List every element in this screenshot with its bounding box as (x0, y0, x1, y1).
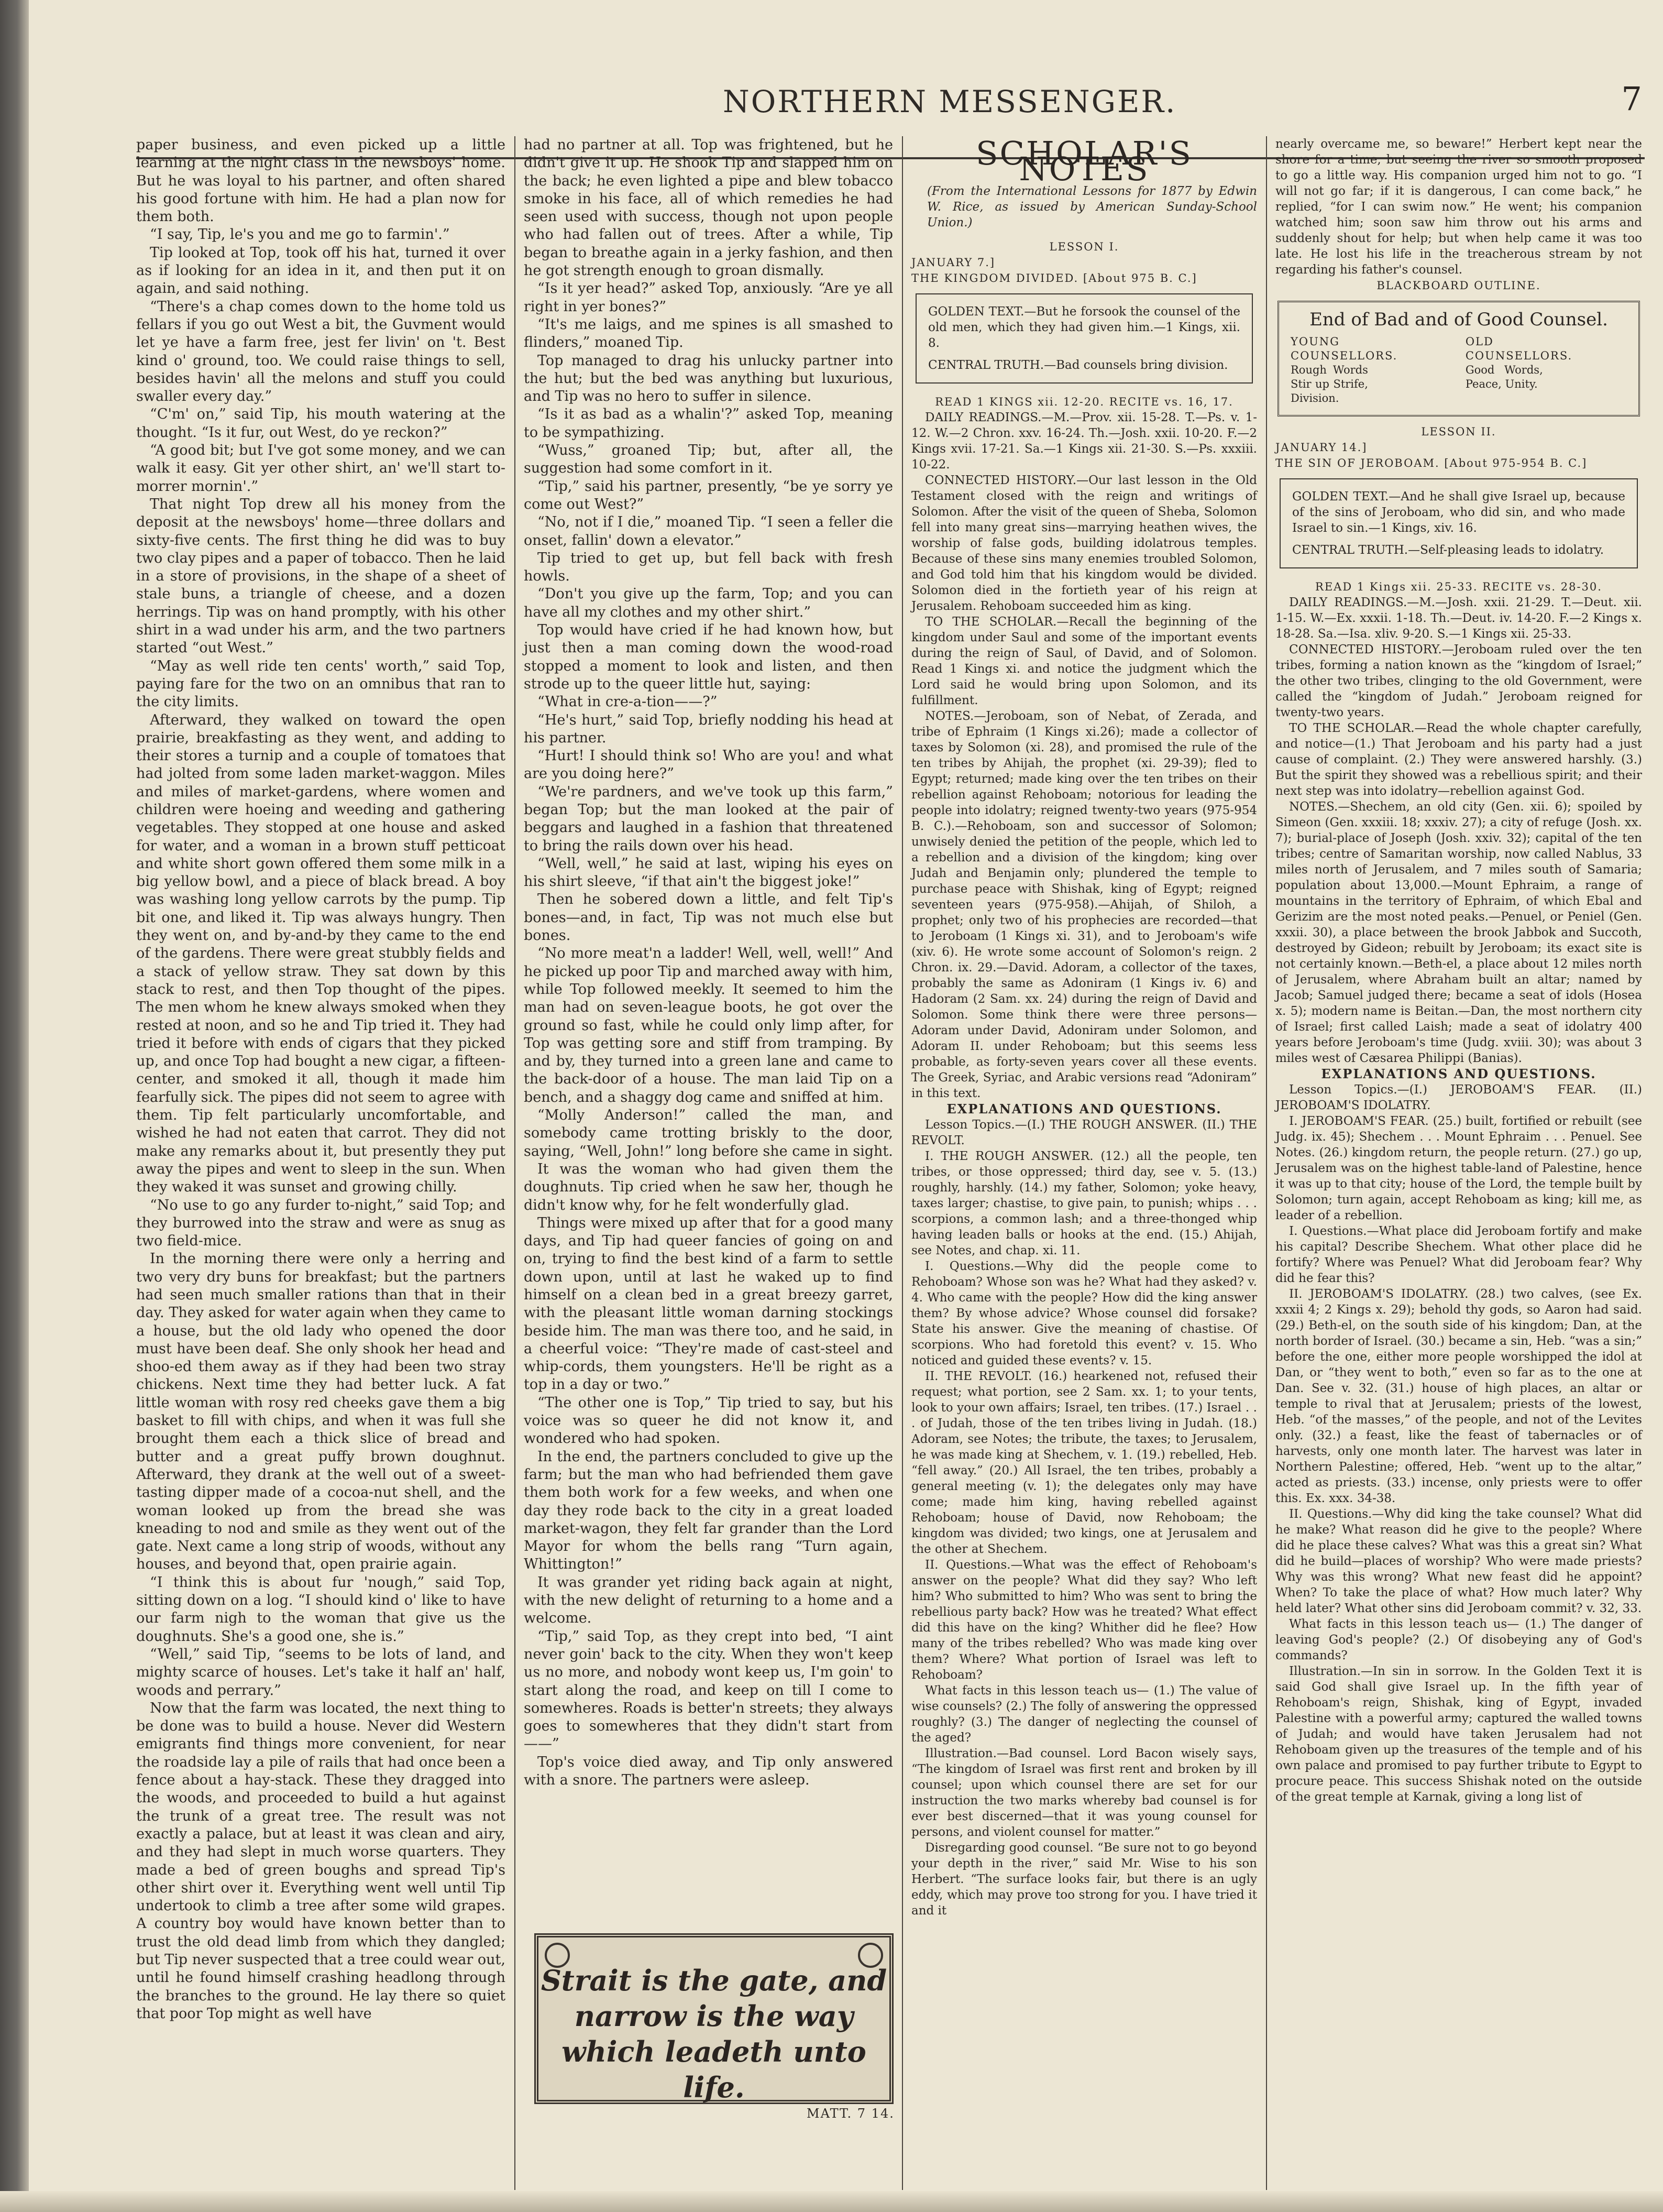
motto-text: Strait is the gate, and narrow is the way which leadeth unto life. (541, 1964, 887, 2104)
illustration: Disregarding good counsel. “Be sure not to go beyond your depth in the river,” said Mr. Wise to his son Herbert. “The surface looks fair, but there is an ugly eddy, which may prove too strong for you. I have tried it and it (911, 1841, 1257, 1918)
story-paragraph: “Hurt! I should think so! Who are you! and what are you doing here?” (524, 748, 893, 782)
topic-explanation: II. JEROBOAM'S IDOLATRY. (28.) two calves, (see Ex. xxxii 4; 2 Kings x. 29); behold thy gods, so Aaron had said. (29.) Beth-el, on the south side of his kingdom; Dan, at the north border of Israel. (30.) became a sin, Heb. “was a sin;” before the one, either more people worshipped the idol at Dan, or “they went to both,” even so far as to the one at Dan. See v. 32. (31.) house of high places, an altar or temple to rival that at Jerusalem; priests of the lowest, Heb. “of the masses,” of the people, and not of the Levites only. (32.) a feast, like the feast of tabernacles or of harvests, only one month later. The harvest was later in Northern Palestine; offered, Heb. “went up to the altar,” acted as priests. (33.) incense, only priests were to offer this. Ex. xxx. 34-38. (1275, 1287, 1642, 1505)
explanations-heading: EXPLANATIONS AND QUESTIONS. (1321, 1066, 1596, 1081)
to-the-scholar: TO THE SCHOLAR.—Read the whole chapter carefully, and notice—(1.) That Jeroboam and his party had a just cause of complaint. (2.) They were answered harshly. (3.) But the spirit they showed was a rebellious spirit; and their next step was into idolatry—rebellion against God. (1275, 721, 1642, 798)
story-paragraph: “Wuss,” groaned Tip; but, after all, the suggestion had some comfort in it. (524, 442, 893, 477)
scholars-notes-heading: SCHOLAR'S NOTES (976, 134, 1193, 188)
story-paragraph: Afterward, they walked on toward the open prairie, breakfasting as they went, and adding to their stores a turnip and a couple of tomatoes that had jolted from some laden market-waggon. Miles and miles of market-gardens, where women and children were hoeing and weeding and gathering vegetables. They stopped at one house and asked for water, and a woman in a brown stuff petticoat and white short gown offered them some milk in a big yellow bowl, and a piece of black bread. A boy was washing long yellow carrots by the pump. Tip bit one, and liked it. Tip was always hungry. Then they went on, and by-and-by they came to the end of the gardens. There were great stubbly fields and a stack of yellow straw. They sat down by this stack to rest, and then Top thought of the pipes. The men whom he knew always smoked when they rested at noon, and so he and Tip tried it. They had tried it before with ends of cigars that they picked up, and once Top had bought a new cigar, a fifteen-center, and smoked it all, though it made him fearfully sick. The pipes did not seem to agree with them. Tip felt particularly uncomfortable, and wished he had not eaten that carrot. They did not make any remarks about it, but presently they put away the pipes and went to sleep in the sun. When they waked it was sunset and growing chilly. (136, 711, 505, 1196)
story-paragraph: “C'm' on,” said Tip, his mouth watering at the thought. “Is it fur, out West, do ye reckon?” (136, 406, 505, 441)
story-paragraph: Things were mixed up after that for a good many days, and Tip had queer fancies of going on and on, trying to find the best kind of a farm to settle down upon, until at last he waked up to find himself on a clean bed in a great breezy garret, with the pleasant little woman darning stockings beside him. The man was there too, and he said, in a cheerful voice: “They're made of cast-steel and whip-cords, them youngsters. He'll be right as a top in a day or two.” (524, 1214, 893, 1393)
column-rule (1266, 136, 1267, 2190)
notes: NOTES.—Jeroboam, son of Nebat, of Zerada, and tribe of Ephraim (1 Kings xi.26); made a collector of taxes by Solomon (xi. 28), and promised the rule of the ten tribes by Ahijah, the prophet (xi. 29-39); fled to Egypt; returned; made king over the ten tribes on their rebellion against Rehoboam; notorious for leading the people into idolatry; reigned twenty-two years (975-954 B. C.).—Rehoboam, son and successor of Solomon; unwisely denied the petition of the people, which led to a rebellion and a division of the kingdom; king over Judah and Benjamin only; plundered the temple to purchase peace with Shishak, king of Egypt; reigned seventeen years (975-958).—Ahijah, of Shiloh, a prophet; only two of his prophecies are recorded—that to Jeroboam (1 Kings xi. 31), and to Jeroboam's wife (xiv. 6). He wrote some account of Solomon's reign. 2 Chron. ix. 29.—David. Adoram, a collector of the taxes, probably the same as Adoniram (1 Kings iv. 6) and Hadoram (2 Sam. xx. 24) during the reign of David and Solomon. Some think there were three persons—Adoram under David, Adoniram under Solomon, and Adoram II. under Rehoboam; but this seems less probable, as forty-seven years cover all these events. The Greek, Syriac, and Arabic versions read “Adoniram” in this text. (911, 709, 1257, 1100)
story-paragraph: “Is it yer head?” asked Top, anxiously. “Are ye all right in yer bones?” (524, 280, 893, 315)
scholars-notes-column-2 (1275, 136, 1642, 1805)
topic-explanation: I. JEROBOAM'S FEAR. (25.) built, fortified or rebuilt (see Judg. ix. 45); Shechem . . . Mount Ephraim . . . Penuel. See Notes. (26.) kingdom return, the people return. (27.) go up, Jerusalem was on the highest table-land of Palestine, hence it was up to that city; house of the Lord, the temple built by Solomon; turn again, accept Rehoboam as king; kill me, as leader of a rebellion. (1275, 1114, 1642, 1222)
story-paragraph: Top managed to drag his unlucky partner into the hut; but the bed was anything but luxurious, and Tip was no hero to suffer in silence. (524, 352, 893, 405)
story-paragraph: “No use to go any furder to-night,” said Top; and they burrowed into the straw and were as snug as two field-mice. (136, 1197, 505, 1250)
lesson-title: THE KINGDOM DIVIDED. [About 975 B. C.] (911, 272, 1197, 284)
topic-questions: I. Questions.—Why did the people come to Rehoboam? Whose son was he? What had they asked? v. 4. Who came with the people? How did the king answer them? By whose advice? Whose counsel did forsake? State his answer. Give the meaning of chastise. Of scorpions. Who had foretold this event? v. 15. Who noticed and guided these events? v. 15. (911, 1260, 1257, 1367)
story-paragraph: “Well,” said Tip, “seems to be lots of land, and mighty scarce of houses. Let's take it half an' half, woods and perrary.” (136, 1646, 505, 1699)
notes: NOTES.—Shechem, an old city (Gen. xii. 6); spoiled by Simeon (Gen. xxxiii. 18; xxxiv. 27); a city of refuge (Josh. xx. 7); burial-place of Joseph (Josh. xxiv. 32); capital of the ten tribes; centre of Samaritan worship, now called Nablus, 33 miles north of Jerusalem, and 7 miles south of Samaria; population about 13,000.—Mount Ephraim, a range of mountains in the territory of Ephraim, of which Ebal and Gerizim are the most noted peaks.—Penuel, or Peniel (Gen. xxxii. 30), a place between the brook Jabbok and Succoth, destroyed by Gideon; rebuilt by Jeroboam; its exact site is not certainly known.—Beth-el, a place about 12 miles north of Jerusalem, where Abraham built an altar; named by Jacob; Samuel judged there; became a seat of idols (Hosea x. 5); modern name is Beitan.—Dan, the most northern city of Israel; first called Laish; made a seat of idolatry 400 years before Jeroboam's time (Judg. xviii. 30); was about 3 miles west of Cæsarea Philippi (Banias). (1275, 800, 1642, 1065)
daily-readings: DAILY READINGS.—M.—Prov. xii. 15-28. T.—Ps. v. 1-12. W.—2 Chron. xxv. 16-24. Th.—Josh. xxii. 10-20. F.—2 Kings xvii. 17-21. Sa.—1 Kings xii. 21-30. S.—Ps. xxxiii. 10-22. (911, 411, 1257, 472)
story-paragraph: It was grander yet riding back again at night, with the new delight of returning to a home and a welcome. (524, 1574, 893, 1627)
story-paragraph: “The other one is Top,” Tip tried to say, but his voice was so queer he did not know it, and wondered who had spoken. (524, 1394, 893, 1447)
story-paragraph: “No more meat'n a ladder! Well, well, well!” And he picked up poor Tip and marched away with him, while Top followed meekly. It seemed to him the man had on seven-league boots, he got over the ground so fast, while he could only limp after, for Top was getting sore and stiff from tramping. By and by, they turned into a green lane and came to the back-door of a house. The man laid Tip on a bench, and a shaggy dog came and sniffed at him. (524, 945, 893, 1105)
story-paragraph: Top would have cried if he had known how, but just then a man coming down the wood-road stopped a moment to look and listen, and then strode up to the queer little hut, saying: (524, 622, 893, 692)
read-recite: READ 1 KINGS xii. 12-20. RECITE vs. 16, 17. (935, 396, 1234, 408)
story-paragraph: “Is it as bad as a whalin'?” asked Top, meaning to be sympathizing. (524, 406, 893, 441)
story-paragraph: “No, not if I die,” moaned Tip. “I seen a feller die onset, fallin' down a elevator.” (524, 514, 893, 549)
story-paragraph: “What in cre-a-tion——?” (537, 694, 718, 710)
story-paragraph: In the end, the partners concluded to give up the farm; but the man who had befriended them gave them both work for a few weeks, and when one day they rode back to the city in a great loaded market-wagon, they felt far grander than the Lord Mayor for whom the bells rang “Turn again, Whittington!” (524, 1448, 893, 1573)
lesson-facts: What facts in this lesson teach us— (1.) The value of wise counsels? (2.) The folly of answering the oppressed roughly? (3.) The danger of neglecting the counsel of the aged? (911, 1684, 1257, 1745)
story-paragraph: Tip looked at Top, took off his hat, turned it over as if looking for an idea in it, and then put it on again, and said nothing. (136, 244, 505, 297)
topic-questions: II. Questions.—What was the effect of Rehoboam's answer on the people? What did they say? Who left him? Who submitted to him? Who was sent to bring the rebellious party back? How was he treated? What effect did this have on the king? Whither did he flee? How many of the tribes rebelled? Who was made king over them? Where? What portion of Israel was left to Rehoboam? (911, 1558, 1257, 1682)
golden-text-box (916, 293, 1253, 384)
story-paragraph: Then he sobered down a little, and felt Tip's bones—and, in fact, Tip was not much else but bones. (524, 891, 893, 944)
story-paragraph: had no partner at all. Top was frightened, but he didn't give it up. He shook Tip and slapped him on the back; he even lighted a pipe and blew tobacco smoke in his face, all of which remedies he had seen used with success, though not upon people who had fallen out of trees. After a while, Tip began to breathe again in a jerky fashion, and then he got strength enough to groan dismally. (524, 137, 893, 279)
column-rule (902, 136, 903, 2190)
story-paragraph: “Tip,” said Top, as they crept into bed, “I aint never goin' back to the city. When they won't keep us no more, and nobody wont keep us, I'm goin' to start along the road, and keep on till I come to somewheres. Roads is better'n streets; they always goes to somewheres that they didn't start from——” (524, 1628, 893, 1753)
story-column-2 (524, 136, 893, 1789)
story-paragraph: Tip tried to get up, but fell back with fresh howls. (524, 550, 893, 585)
topic-explanation: I. THE ROUGH ANSWER. (12.) all the people, ten tribes, or those oppressed; third day, see v. 5. (13.) roughly, harshly. (14.) my father, Solomon; yoke heavy, taxes larger; chastise, to give pain, to punish; whips . . . scorpions, a common lash; and a three-thonged whip having leaden balls or hooks at the end. (15.) Ahijah, see Notes, and chap. xi. 11. (911, 1149, 1257, 1257)
story-paragraph: Now that the farm was located, the next thing to be done was to build a house. Never did Western emigrants find things more convenient, for near the roadside lay a pile of rails that had once been a fence about a hay-stack. These they dragged into the woods, and proceeded to build a hut against the trunk of a great tree. The result was not exactly a palace, but at least it was clean and airy, and they had slept in much worse quarters. They made a bed of green boughs and spread Tip's other shirt over it. Everything went well until Tip undertook to climb a tree after some wild grapes. A country boy would have known better than to trust the old dead limb from which they dangled; but Tip never suspected that a tree could wear out, until he found himself crashing headlong through the branches to the ground. He lay there so quiet that poor Top might as well have (136, 1700, 505, 2022)
old-counsellors-list: Good Words, Peace, Unity. (1465, 364, 1543, 390)
story-column-1 (136, 136, 505, 2023)
topic-explanation: II. THE REVOLT. (16.) hearkened not, refused their request; what portion, see 2 Sam. xx. 1; to your tents, look to your own affairs; Israel, ten tribes. (17.) Israel . . . of Judah, those of the ten tribes living in Judah. (18.) Adoram, see Notes; the tribute, the taxes; to Jerusalem, he was made king at Shechem, v. 1. (19.) rebelled, Heb. “fell away.” (20.) All Israel, the ten tribes, probably a general meeting (v. 1); the delegates only may have come; made him king, having rebelled against Rehoboam; house of David, now Rehoboam; the kingdom was divided; two kings, one at Jerusalem and the other at Shechem. (911, 1370, 1257, 1556)
story-paragraph: “We're pardners, and we've took up this farm,” began Top; but the man looked at the pair of beggars and laughed in a fashion that threatened to bring the rails down over his head. (524, 783, 893, 854)
golden-text: GOLDEN TEXT.—But he forsook the counsel of the old men, which they had given him.—1 Kings, xii. 8. (928, 305, 1240, 350)
outline-title: End of Bad and of Good Counsel. (1309, 309, 1608, 330)
story-paragraph: “A good bit; but I've got some money, and we can walk it easy. Git yer other shirt, an' we'll start to-morrer mornin'.” (136, 442, 505, 495)
scholars-notes-column-1 (911, 136, 1257, 1919)
story-paragraph: “I think this is about fur 'nough,” said Top, sitting down on a log. “I should kind o' like to have our farm nigh to the woman that give us the doughnuts. She's a good one, she is.” (136, 1574, 505, 1645)
story-paragraph: That night Top drew all his money from the deposit at the newsboys' home—three dollars and sixty-five cents. The first thing he did was to buy two clay pipes and a paper of tobacco. Then he laid in a store of provisions, in the shape of a sheet of stale buns, a triangle of cheese, and a dozen herrings. Tip was on hand promptly, with his other shirt in a wad under his arm, and the two partners started “out West.” (136, 496, 505, 656)
connected-history: CONNECTED HISTORY.—Our last lesson in the Old Testament closed with the reign and writings of Solomon. After the visit of the queen of Sheba, Solomon fell into many great sins—marrying heathen wives, the worship of false gods, building idolatrous temples. Because of these sins many enemies troubled Solomon, and God told him that his kingdom would be divided. Solomon died in the fortieth year of his reign at Jerusalem. Rehoboam succeeded him as king. (911, 474, 1257, 613)
lesson-topics: Lesson Topics.—(I.) JEROBOAM'S FEAR. (II.) JEROBOAM'S IDOLATRY. (1275, 1083, 1642, 1112)
page-number: 7 (1621, 80, 1642, 118)
young-counsellors-list: Rough Words Stir up Strife, Division. (1291, 364, 1368, 404)
illustration: Illustration.—Bad counsel. Lord Bacon wisely says, “The kingdom of Israel was first rent and broken by ill counsel; upon which counsel there are set for our instruction the two marks whereby bad counsel is for ever best discerned—that it was young counsel for persons, and violent counsel for matter.” (911, 1747, 1257, 1839)
story-paragraph: “He's hurt,” said Top, briefly nodding his head at his partner. (524, 711, 893, 746)
old-counsellors-heading: OLD COUNSELLORS. (1465, 335, 1573, 362)
story-paragraph: “Molly Anderson!” called the man, and somebody came trotting briskly to the door, saying, “Well, John!” long before she came in sight. (524, 1107, 893, 1159)
story-paragraph: “I say, Tip, le's you and me go to farmin'.” (150, 226, 450, 243)
newspaper-page (136, 47, 1645, 2195)
illustration-continued: nearly overcame me, so beware!” Herbert kept near the shore for a time, but seeing the river so smooth proposed to go a little way. His companion urged him not to go. “I will not go far; if it is dangerous, I can come back,” he replied, “for I can swim now.” He went; his companion watched him; soon saw him throw out his arms and suddenly shout for help; but when help came it was too late. He lost his life in the treacherous stream by not regarding his father's counsel. (1275, 137, 1642, 277)
central-truth: CENTRAL TRUTH.—Self-pleasing leads to idolatry. (1292, 543, 1604, 557)
story-paragraph: “May as well ride ten cents' worth,” said Top, paying fare for the two on an omnibus that ran to the city limits. (136, 658, 505, 710)
motto-frame (534, 1933, 894, 2104)
story-paragraph: In the morning there were only a herring and two very dry buns for breakfast; but the partners had seen much smaller rations than that in their day. They asked for water again when they came to a house, but the old lady who opened the door must have been deaf. She only shook her head and shoo-ed them away as if they had been two stray chickens. Next time they had better luck. A fat little woman with rosy red cheeks gave them a big basket to fill with chips, and when it was full she brought them each a thick slice of bread and butter and a great puffy brown doughnut. Afterward, they drank at the well out of a sweet-tasting dipper made of a cocoa-nut shell, and the woman looked up from the bread she was kneading to nod and smile as they went out of the gate. Next came a long strip of woods, without any houses, and beyond that, open prairie again. (136, 1251, 505, 1573)
lesson-date: JANUARY 7.] (911, 256, 996, 269)
lesson-number: LESSON II. (1421, 425, 1496, 438)
lesson-number: LESSON I. (1049, 240, 1119, 253)
story-paragraph: paper business, and even picked up a little learning at the night class in the newsboys' home. But he was loyal to his partner, and often shared his good fortune with him. He had a plan now for them both. (136, 137, 505, 225)
central-truth: CENTRAL TRUTH.—Bad counsels bring division. (928, 358, 1228, 372)
daily-readings: DAILY READINGS.—M.—Josh. xxii. 21-29. T.—Deut. xii. 1-15. W.—Ex. xxxii. 1-18. Th.—Deut. iv. 14-20. F.—2 Kings x. 18-28. Sa.—Isa. xliv. 9-20. S.—1 Kings xii. 25-33. (1275, 596, 1642, 641)
topic-questions: II. Questions.—Why did king the take counsel? What did he make? What reason did he give to the people? Where did he place these calves? What was this a great sin? What did he build—places of worship? Who were made priests? Why was this wrong? What new feast did he appoint? When? To take the place of what? How much later? Why held later? What other sins did Jeroboam commit? v. 32, 33. (1275, 1507, 1642, 1615)
source-note: (From the International Lessons for 1877 by Edwin W. Rice, as issued by American Sunday-School Union.) (927, 184, 1257, 229)
illustration: Illustration.—In sin in sorrow. In the Golden Text it is said God shall give Israel up. In the fifth year of Rehoboam's reign, Shishak, king of Egypt, invaded Palestine with a powerful army; captured the walled towns of Judah; and would have taken Jerusalem had not Rehoboam given up the treasures of the temple and of his own palace and promised to pay further tribute to Egypt to procure peace. This success Shishak noted on the outside of the great temple at Karnak, giving a long list of (1275, 1665, 1642, 1804)
story-paragraph: Top's voice died away, and Tip only answered with a snore. The partners were asleep. (524, 1754, 893, 1789)
page-bottom-edge (0, 2191, 1663, 2212)
page-fold-shadow (0, 0, 29, 2212)
story-paragraph: “Well, well,” he said at last, wiping his eyes on his shirt sleeve, “if that ain't the biggest joke!” (524, 855, 893, 890)
story-paragraph: “There's a chap comes down to the home told us fellars if you go out West a bit, the Guvment would let ye have a farm free, jest fer livin' on 't. Best kind o' ground, too. We could raise things to sell, besides havin' all the melons and stuff you could swaller every day.” (136, 298, 505, 405)
explanations-heading: EXPLANATIONS AND QUESTIONS. (946, 1101, 1222, 1116)
connected-history: CONNECTED HISTORY.—Jeroboam ruled over the ten tribes, forming a nation known as the “kingdom of Israel;” the other two tribes, clinging to the old Government, were called the “kingdom of Judah.” Jeroboam reigned for twenty-two years. (1275, 643, 1642, 719)
topic-questions: I. Questions.—What place did Jeroboam fortify and make his capital? Describe Shechem. What other place did he fortify? Where was Penuel? What did Jeroboam fear? Why did he fear this? (1275, 1224, 1642, 1285)
story-paragraph: “It's me laigs, and me spines is all smashed to flinders,” moaned Tip. (524, 316, 893, 351)
lesson-facts: What facts in this lesson teach us— (1.) The danger of leaving God's people? (2.) Of disobeying any of God's commands? (1275, 1617, 1642, 1662)
golden-text: GOLDEN TEXT.—And he shall give Israel up, because of the sins of Jeroboam, who did sin, and who made Israel to sin.—1 Kings, xiv. 16. (1292, 490, 1625, 535)
column-rule (514, 136, 515, 2190)
story-paragraph: “Don't you give up the farm, Top; and you can have all my clothes and my other shirt.” (524, 586, 893, 620)
story-paragraph: It was the woman who had given them the doughnuts. Tip cried when he saw her, though he didn't know why, for he felt wonderfully glad. (524, 1160, 893, 1213)
motto-reference: MATT. 7 14. (807, 2106, 895, 2121)
masthead-title: NORTHERN MESSENGER. (723, 84, 1177, 119)
to-the-scholar: TO THE SCHOLAR.—Recall the beginning of the kingdom under Saul and some of the important events during the reign of Saul, of David, and of Solomon. Read 1 Kings xi. and notice the judgment which the Lord said he would bring upon Solomon, and its fulfillment. (911, 615, 1257, 707)
read-recite: READ 1 Kings xii. 25-33. RECITE vs. 28-30. (1315, 581, 1602, 593)
young-counsellors-heading: YOUNG COUNSELLORS. (1291, 335, 1398, 362)
story-paragraph: “Tip,” said his partner, presently, “be ye sorry ye come out West?” (524, 478, 893, 512)
lesson-title: THE SIN OF JEROBOAM. [About 975-954 B. C.] (1275, 457, 1588, 469)
golden-text-box (1280, 478, 1638, 568)
blackboard-outline (1277, 301, 1640, 417)
blackboard-heading: BLACKBOARD OUTLINE. (1376, 279, 1541, 292)
lesson-date: JANUARY 14.] (1275, 441, 1368, 454)
lesson-topics: Lesson Topics.—(I.) THE ROUGH ANSWER. (II.) THE REVOLT. (911, 1118, 1257, 1147)
